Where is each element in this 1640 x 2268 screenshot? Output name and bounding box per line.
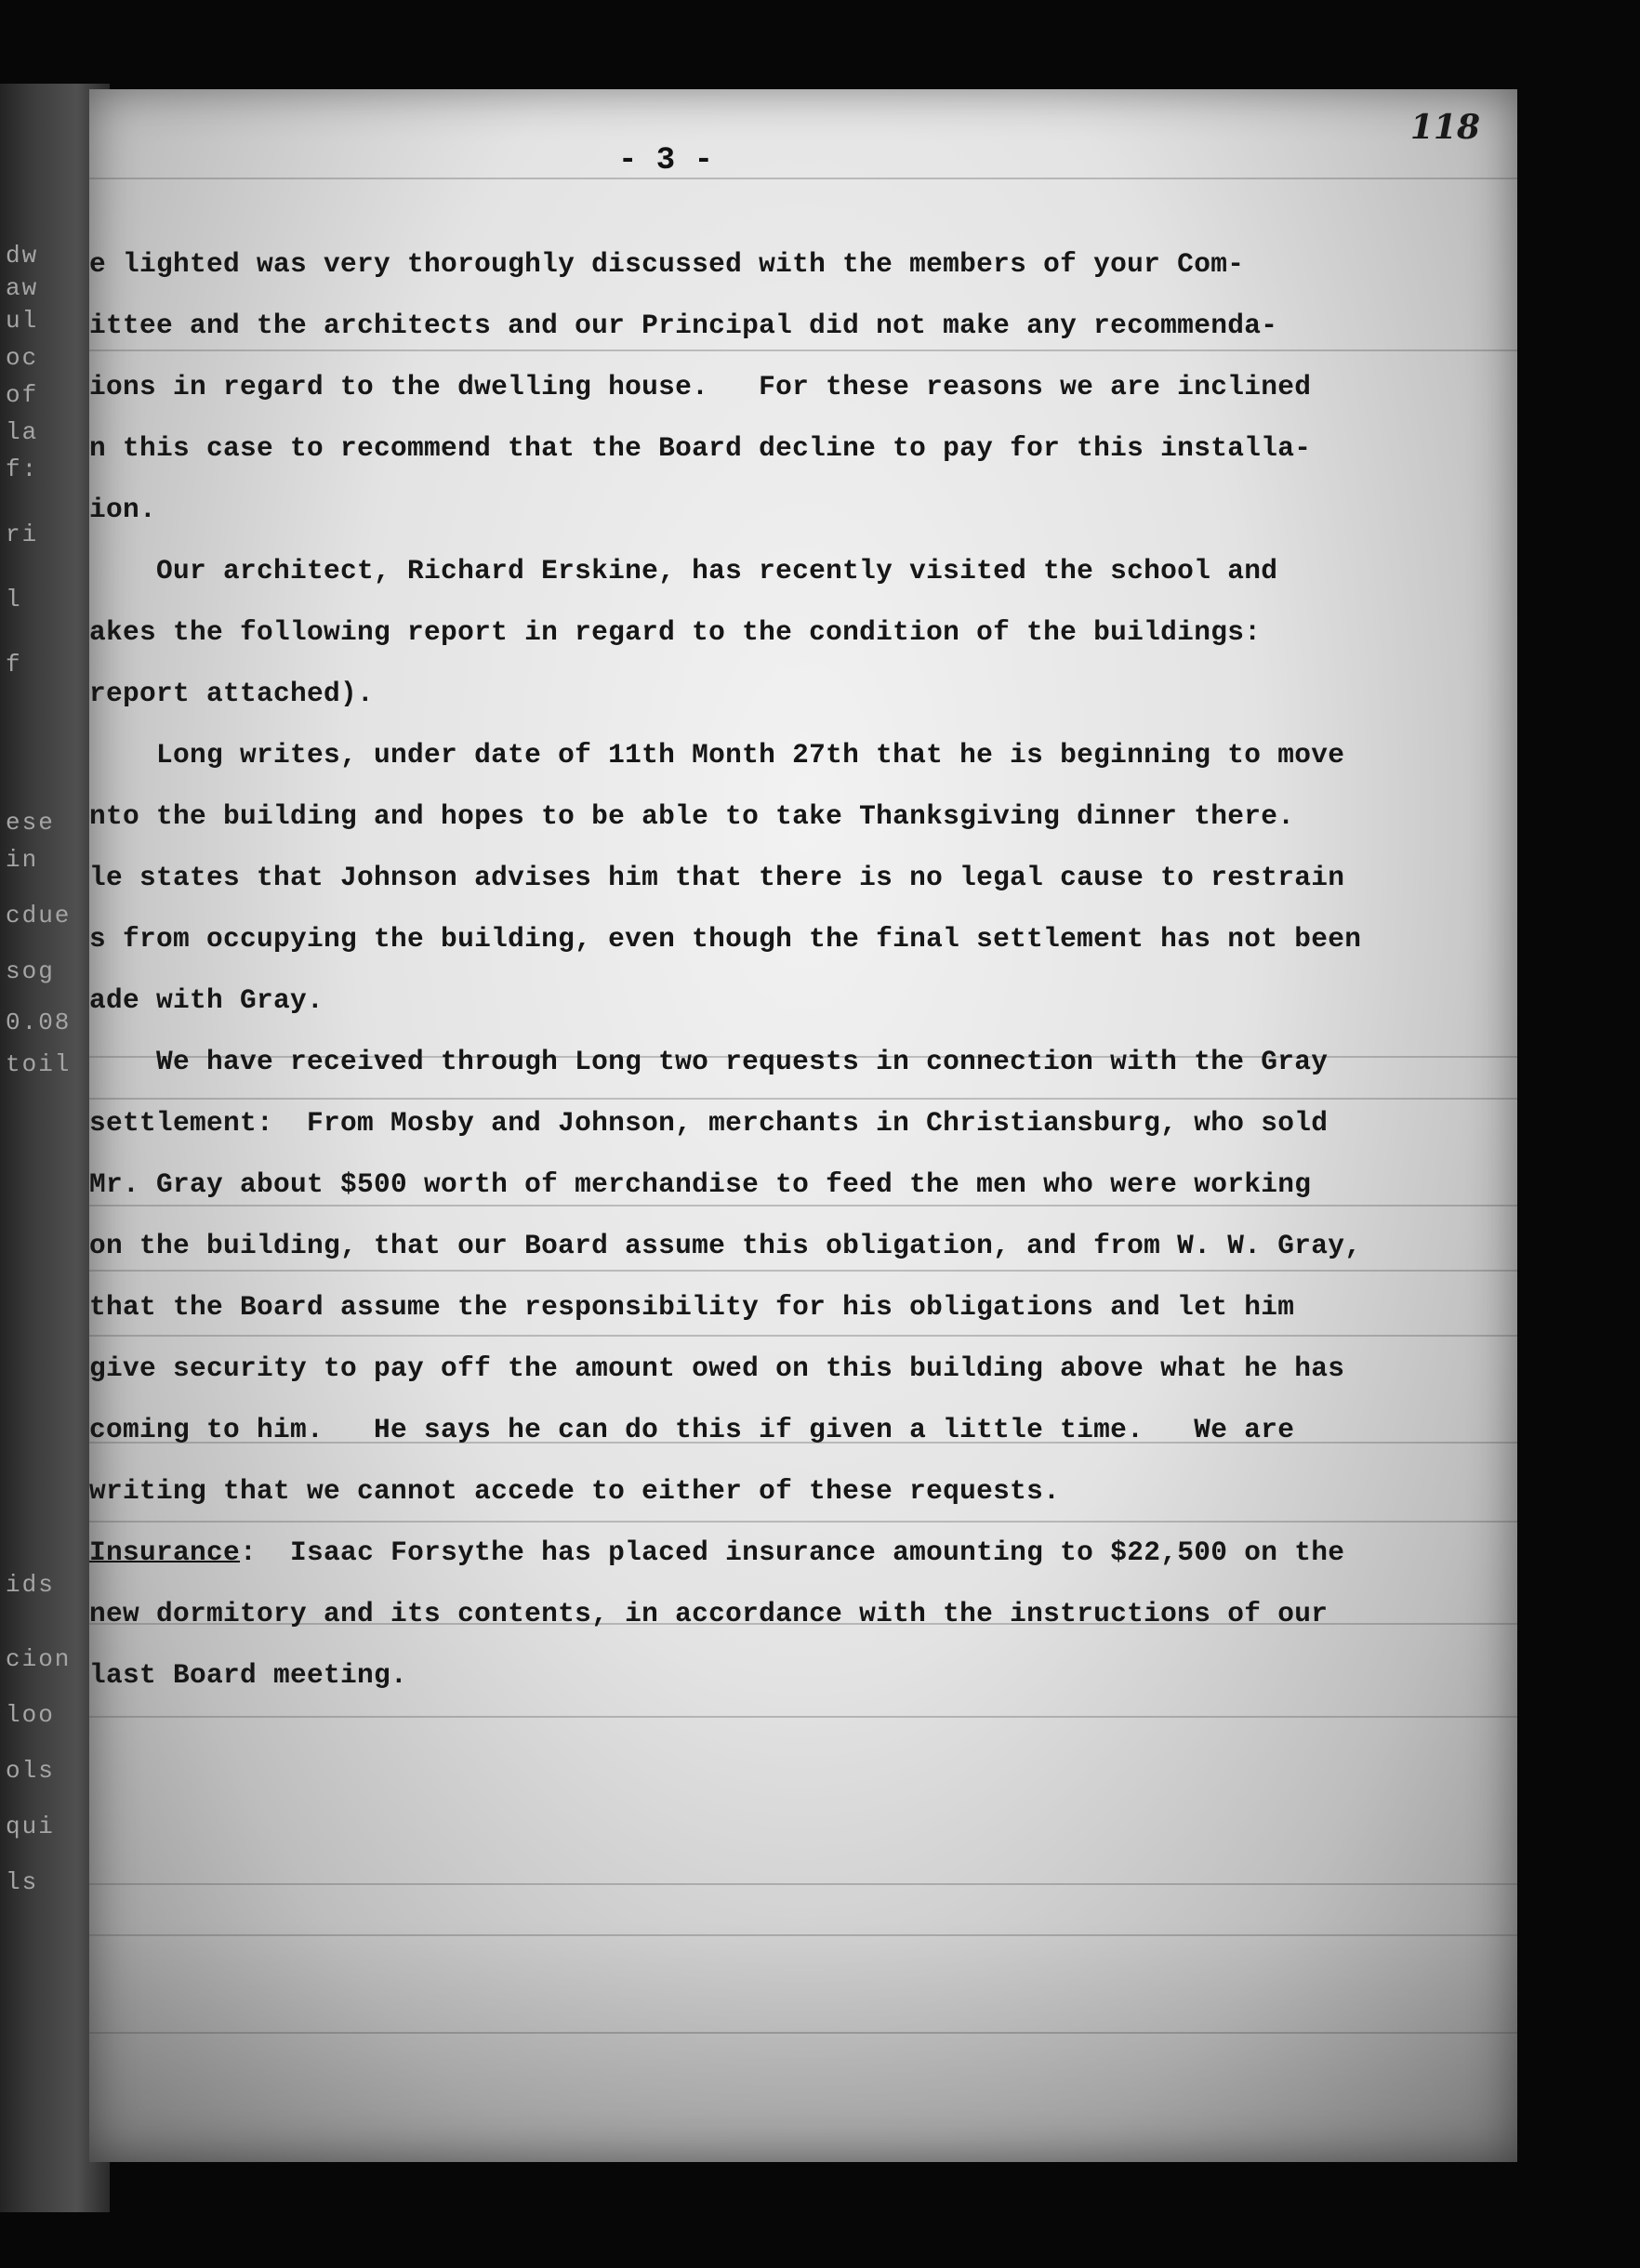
adjacent-page-fragment: in: [6, 846, 39, 874]
adjacent-page-fragment: f: [6, 651, 22, 679]
adjacent-page-fragment: l: [6, 586, 22, 613]
adjacent-page-fragment: 0.08: [6, 1009, 72, 1036]
text-line: n this case to recommend that the Board decline to pay for this installa-: [89, 432, 1312, 464]
adjacent-page-fragment: dw: [6, 242, 39, 270]
insurance-heading-colon: :: [240, 1536, 258, 1568]
text-line: We have received through Long two requests in connection with the Gray: [89, 1046, 1329, 1077]
text-line: last Board meeting.: [89, 1659, 408, 1691]
text-line: report attached).: [89, 678, 375, 709]
text-line: ade with Gray.: [89, 984, 324, 1016]
adjacent-page-fragment: aw: [6, 274, 39, 302]
text-line: give security to pay off the amount owed on this building above what he has: [89, 1352, 1345, 1384]
adjacent-page-fragment: of: [6, 381, 39, 409]
insurance-text: Isaac Forsythe has placed insurance amounting to $22,500 on the: [257, 1536, 1345, 1568]
text-line: s from occupying the building, even though the final settlement has not been: [89, 923, 1362, 955]
text-line: ittee and the architects and our Principal did not make any recommenda-: [89, 310, 1278, 341]
text-line: coming to him. He says he can do this if given a little time. We are: [89, 1414, 1295, 1445]
text-line: Long writes, under date of 11th Month 27th that he is beginning to move: [89, 739, 1345, 771]
adjacent-page-fragment: ese: [6, 809, 55, 837]
text-line: e lighted was very thoroughly discussed with the members of your Com-: [89, 248, 1245, 280]
ruled-line: [89, 1716, 1517, 1718]
body-text: [89, 233, 1502, 1706]
adjacent-page-fragment: ols: [6, 1757, 55, 1785]
insurance-paragraph-line: [89, 1522, 1502, 1583]
text-line: ions in regard to the dwelling house. For these reasons we are inclined: [89, 371, 1312, 402]
text-line: le states that Johnson advises him that there is no legal cause to restrain: [89, 862, 1345, 893]
text-line: nto the building and hopes to be able to take Thanksgiving dinner there.: [89, 800, 1295, 832]
adjacent-page-fragment: sog: [6, 957, 55, 985]
adjacent-page-fragment: cdue: [6, 902, 72, 930]
adjacent-page-fragment: ids: [6, 1571, 55, 1599]
adjacent-page-fragment: ls: [6, 1868, 39, 1896]
text-line: writing that we cannot accede to either of these requests.: [89, 1475, 1061, 1507]
text-line: new dormitory and its contents, in accordance with the instructions of our: [89, 1598, 1329, 1629]
text-line: settlement: From Mosby and Johnson, merchants in Christiansburg, who sold: [89, 1107, 1329, 1139]
adjacent-page-fragment: loo: [6, 1701, 55, 1729]
adjacent-page-fragment: cion: [6, 1645, 72, 1673]
adjacent-page-fragment: ri: [6, 521, 39, 548]
text-line: akes the following report in regard to the condition of the buildings:: [89, 616, 1262, 648]
text-line: Our architect, Richard Erskine, has recently visited the school and: [89, 555, 1278, 587]
page-shadow: [89, 1920, 1517, 2162]
text-line: ion.: [89, 494, 157, 525]
folio-number: 118: [1409, 108, 1480, 147]
page-number: - 3 -: [617, 143, 714, 178]
text-line: Mr. Gray about $500 worth of merchandise to feed the men who were working: [89, 1168, 1312, 1200]
ruled-line: [89, 178, 1517, 179]
adjacent-page-fragment: f:: [6, 455, 39, 483]
document-page: [89, 89, 1517, 2162]
adjacent-page-fragment: toil: [6, 1050, 72, 1078]
text-line: that the Board assume the responsibility for his obligations and let him: [89, 1291, 1295, 1323]
adjacent-page-fragment: ul: [6, 307, 39, 335]
text-line: on the building, that our Board assume this obligation, and from W. W. Gray,: [89, 1230, 1362, 1261]
ruled-line: [89, 1883, 1517, 1885]
adjacent-page-fragment: oc: [6, 344, 39, 372]
adjacent-page-fragment: qui: [6, 1813, 55, 1840]
adjacent-page-fragment: la: [6, 418, 39, 446]
insurance-heading: Insurance: [89, 1536, 241, 1568]
